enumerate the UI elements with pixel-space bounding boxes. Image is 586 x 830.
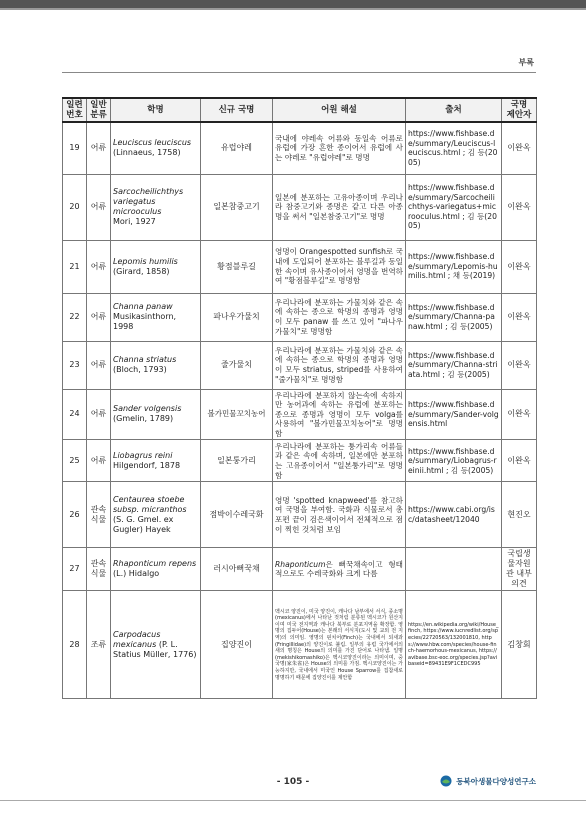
row-source: https://www.fishbase.de/summary/Liobagrus-reinii.html ; 김 등(2005) (406, 440, 502, 482)
row-korean-name: 일본참중고기 (201, 174, 273, 240)
row-category: 어류 (87, 341, 111, 389)
table-row (63, 591, 537, 699)
row-etymology: 국내에 야레속 어류와 동일속 어류로 유럽에 가장 흔한 종이어서 유럽에 사는 야레로 "유럽야레"로 명명 (273, 122, 406, 174)
row-category: 어류 (87, 240, 111, 293)
row-korean-name: 줄가물치 (201, 341, 273, 389)
table-row (63, 548, 537, 591)
row-no: 26 (63, 482, 87, 548)
row-no: 24 (63, 389, 87, 440)
col-header-korean-name: 신규 국명 (201, 98, 273, 122)
row-korean-name: 러시아뻐꾹채 (201, 548, 273, 591)
row-category: 조류 (87, 591, 111, 699)
row-no: 27 (63, 548, 87, 591)
col-header-proposer: 국명 제안자 (502, 98, 537, 122)
row-sci-name: Channa panaw Musikasinthorn, 1998 (111, 293, 201, 341)
table-row (63, 240, 537, 293)
org-logo-icon (440, 775, 452, 787)
row-etymology: Rhaponticum은 뻐꾹채속이고 형태적으로도 수레국화와 크게 다름 (273, 548, 406, 591)
row-source: https://www.cabi.org/isc/datasheet/12040 (406, 482, 502, 548)
row-source: https://www.fishbase.de/summary/Sarcocheilichthys-variegatus+microoculus.html ; 김 등(2005) (406, 174, 502, 240)
row-proposer: 이완옥 (502, 122, 537, 174)
row-category: 관속 식물 (87, 482, 111, 548)
row-proposer: 이완옥 (502, 174, 537, 240)
row-proposer: 이완옥 (502, 293, 537, 341)
row-sci-name: Leuciscus leuciscus (Linnaeus, 1758) (111, 122, 201, 174)
row-proposer: 현진오 (502, 482, 537, 548)
row-etymology: 우리나라에 분포하는 가물치와 같은 속에 속하는 종으로 학명의 종명과 영명이 모두 striatus, striped를 사용하여 "줄가물치"로 명명함 (273, 341, 406, 389)
table-row (63, 389, 537, 440)
table-row (63, 174, 537, 240)
row-sci-name: Sarcocheilichthys variegatus microoculus Mori, 1927 (111, 174, 201, 240)
row-korean-name: 점박이수레국화 (201, 482, 273, 548)
row-source: https://www.fishbase.de/summary/Leuciscus-leuciscus.html ; 김 등(2005) (406, 122, 502, 174)
row-no: 28 (63, 591, 87, 699)
row-korean-name: 일본퉁가리 (201, 440, 273, 482)
row-source: https://www.fishbase.de/summary/Channa-striata.html ; 김 등(2005) (406, 341, 502, 389)
row-etymology: 멕시코 양진이, 미국 양진이, 캐나다 남부에서 서식, 종소명(mexicanus)에서 나타난 것처럼 분류된 멕시코가 원산지이며 미국 전지역과 캐나다 북부로 분포지역을 확장함. 영명의 집두어(House)는 본래의 서식지(도시 및 교외 전 지역)의 의미임. 영명의 핀치어(Finch)는 국내에서 되새과(Fringillidae)의 양진이로 불림. 일부의 유럽 국가에서의 새의 명칭은 House의 의미를 가진 단어로 나타냄. 일명(mekishikomashiko)은 멕시코양진이라는 의미이며, 중국명(家朱雀)은 House의 의미를 가짐. 멕시코양진이는 가능하지만, 국내에서 미국인 House Sparrow를 집참새로 명명하기 때문에 집양진이를 제안함 (273, 591, 406, 699)
table-row (63, 341, 537, 389)
col-header-category: 일반 분류 (87, 98, 111, 122)
species-table (62, 97, 537, 699)
row-sci-name: Channa striatus (Bloch, 1793) (111, 341, 201, 389)
row-etymology: 일본에 분포하는 고유아종이며 우리나라 참중고기와 종명은 같고 다른 아종명을 써서 "일본참중고기"로 명명 (273, 174, 406, 240)
footer-line (0, 800, 586, 801)
col-header-sci-name: 학명 (111, 98, 201, 122)
header-rule (62, 72, 536, 73)
row-sci-name: Sander volgensis (Gmelin, 1789) (111, 389, 201, 440)
row-etymology: 우리나라에 분포하는 가물치와 같은 속에 속하는 종으로 학명의 종명과 영명이 모두 panaw 를 쓰고 있어 "파나우가물치"로 명명함 (273, 293, 406, 341)
row-etymology: 우리나라에 분포하는 퉁가리속 어류들과 같은 속에 속하며, 일본에만 분포하는 고유종이어서 "일본퉁가리"로 명명함 (273, 440, 406, 482)
row-korean-name: 집양진이 (201, 591, 273, 699)
row-sci-name: Liobagrus reini Hilgendorf, 1878 (111, 440, 201, 482)
row-category: 어류 (87, 389, 111, 440)
row-sci-name: Lepomis humilis (Girard, 1858) (111, 240, 201, 293)
row-proposer: 이완옥 (502, 341, 537, 389)
row-category: 어류 (87, 122, 111, 174)
row-no: 25 (63, 440, 87, 482)
row-etymology: 우리나라에 분포하지 않는속에 속하지만 농어과에 속하는 유럽에 분포하는 종으로 종명과 영명이 모두 volga를 사용하여 "볼가민물꼬치농어"로 명명함 (273, 389, 406, 440)
row-no: 20 (63, 174, 87, 240)
page-number: - 105 - (276, 777, 310, 787)
row-proposer: 이완옥 (502, 240, 537, 293)
org-name: 동북아생물다양성연구소 (456, 776, 536, 786)
section-label: 부록 (518, 58, 534, 67)
top-line (0, 8, 586, 10)
row-korean-name: 볼가민물꼬치농어 (201, 389, 273, 440)
row-category: 어류 (87, 174, 111, 240)
col-header-source: 출처 (406, 98, 502, 122)
row-proposer: 국립생물자원관 내부의견 (502, 548, 537, 591)
col-header-no: 일련 번호 (63, 98, 87, 122)
table-row (63, 122, 537, 174)
row-proposer: 김창회 (502, 591, 537, 699)
footer-org (440, 775, 536, 787)
row-no: 21 (63, 240, 87, 293)
row-category: 어류 (87, 293, 111, 341)
row-category: 관속 식물 (87, 548, 111, 591)
row-korean-name: 황점블루길 (201, 240, 273, 293)
table-row (63, 440, 537, 482)
row-source: https://en.wikipedia.org/wiki/House_finch, https://www.iucnredlist.org/species/22720563/132001810, https://www.hbw.com/species/house-finch-haemorhous-mexicanus, https://avibase.bsc-eoc.org/species.jsp?avibaseid=89431E9F1CEDC995 (406, 591, 502, 699)
row-source: https://www.fishbase.de/summary/Channa-panaw.html ; 김 등(2005) (406, 293, 502, 341)
row-korean-name: 파나우가물치 (201, 293, 273, 341)
row-etymology: 영명이 Orangespotted sunfish로 국내에 도입되어 분포하는 블루길과 동일한 속이며 유사종이어서 영명을 번역하여 "황점블루길"로 명명함 (273, 240, 406, 293)
table-row (63, 293, 537, 341)
row-no: 19 (63, 122, 87, 174)
row-sci-name: Carpodacus mexicanus (P. L. Statius Müller, 1776) (111, 591, 201, 699)
row-no: 22 (63, 293, 87, 341)
table-header-row (63, 98, 537, 122)
row-korean-name: 유럽야레 (201, 122, 273, 174)
row-source: https://www.fishbase.de/summary/Sander-volgensis.html (406, 389, 502, 440)
row-sci-name: Rhaponticum repens (L.) Hidalgo (111, 548, 201, 591)
row-proposer: 이완옥 (502, 440, 537, 482)
row-category: 어류 (87, 440, 111, 482)
row-no: 23 (63, 341, 87, 389)
row-proposer: 이완옥 (502, 389, 537, 440)
row-source (406, 548, 502, 591)
row-etymology: 영명 'spotted knapweed'를 참고하여 국명을 부여함. 국화과 식물로서 총포편 끝이 검은색이어서 전체적으로 점이 찍힌 것처럼 보임 (273, 482, 406, 548)
top-bar (0, 0, 586, 8)
col-header-etymology: 어원 해설 (273, 98, 406, 122)
row-source: https://www.fishbase.de/summary/Lepomis-humilis.html ; 채 등(2019) (406, 240, 502, 293)
table-row (63, 482, 537, 548)
row-sci-name: Centaurea stoebe subsp. micranthos (S. G. Gmel. ex Gugler) Hayek (111, 482, 201, 548)
